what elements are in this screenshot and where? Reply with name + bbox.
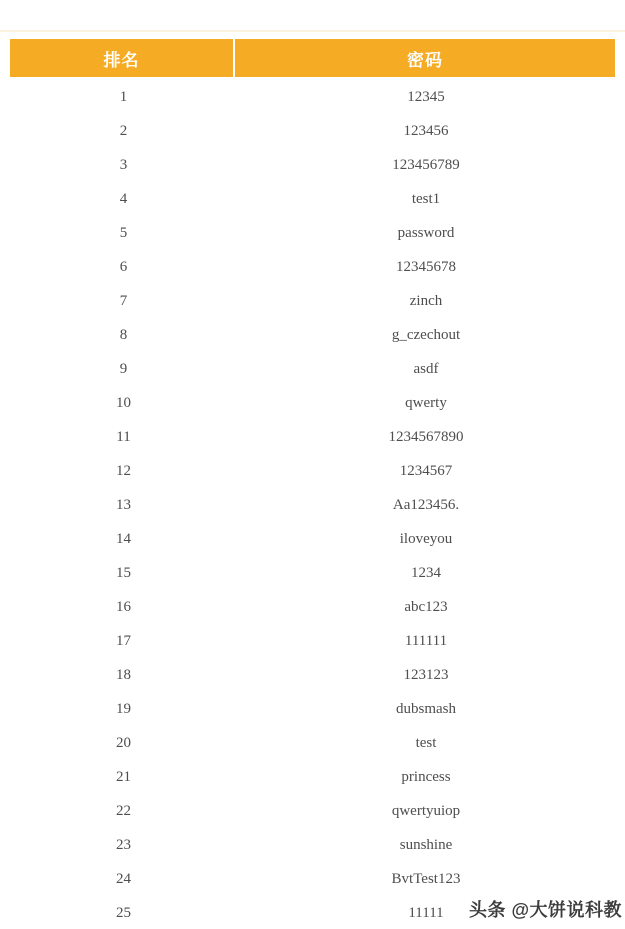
password-cell: 11111	[408, 904, 444, 921]
password-cell: dubsmash	[396, 700, 456, 717]
password-cell: Aa123456.	[392, 496, 460, 513]
rank-cell: 2	[119, 122, 128, 139]
table-row	[10, 284, 615, 318]
password-cell: g_czechout	[391, 326, 461, 343]
header-cell-password: 密码	[407, 50, 443, 70]
rank-cell: 14	[116, 530, 131, 547]
password-cell: sunshine	[399, 836, 453, 853]
table-row	[10, 148, 615, 182]
password-cell: 123456	[403, 122, 449, 139]
table-row	[10, 726, 615, 760]
rank-cell: 21	[116, 768, 131, 785]
password-cell: abc123	[404, 598, 448, 615]
password-table	[10, 39, 615, 929]
rank-cell: 3	[119, 156, 128, 173]
table-row	[10, 80, 615, 114]
rank-cell: 23	[116, 836, 131, 853]
rank-cell: 15	[116, 564, 131, 581]
rank-cell: 18	[116, 666, 131, 683]
password-cell: test1	[411, 190, 441, 207]
rank-cell: 11	[116, 428, 131, 445]
rank-cell: 17	[116, 632, 131, 649]
password-cell: 12345	[407, 88, 445, 105]
table-row	[10, 862, 615, 896]
password-cell: 111111	[404, 632, 448, 649]
table-body	[10, 77, 615, 929]
rank-cell: 6	[119, 258, 128, 275]
rank-cell: 20	[116, 734, 131, 751]
password-cell: 1234567890	[388, 428, 464, 445]
password-cell: 123123	[403, 666, 449, 683]
rank-cell: 24	[116, 870, 131, 887]
rank-cell: 12	[116, 462, 131, 479]
table-row	[10, 250, 615, 284]
password-cell: asdf	[413, 360, 439, 377]
rank-cell: 19	[116, 700, 131, 717]
password-cell: 12345678	[396, 258, 456, 275]
rank-cell: 4	[119, 190, 128, 207]
password-cell: 123456789	[392, 156, 460, 173]
table-header-row	[10, 39, 615, 77]
watermark-text: 头条 @大饼说科教	[468, 900, 622, 920]
password-cell: BvtTest123	[391, 870, 461, 887]
table-row	[10, 658, 615, 692]
table-row	[10, 454, 615, 488]
rank-cell: 9	[119, 360, 128, 377]
table-row	[10, 352, 615, 386]
watermark	[469, 896, 622, 922]
password-cell: password	[397, 224, 455, 241]
table-row	[10, 216, 615, 250]
table-row	[10, 386, 615, 420]
rank-cell: 5	[119, 224, 128, 241]
table-row	[10, 624, 615, 658]
password-cell: princess	[401, 768, 451, 785]
table-row	[10, 318, 615, 352]
rank-cell: 22	[116, 802, 131, 819]
table-row	[10, 114, 615, 148]
password-cell: 1234	[411, 564, 441, 581]
rank-cell: 13	[116, 496, 131, 513]
header-cell-rank: 排名	[10, 39, 235, 77]
table-row	[10, 556, 615, 590]
password-cell: iloveyou	[399, 530, 453, 547]
rank-cell: 10	[116, 394, 131, 411]
top-divider-line	[0, 30, 625, 32]
table-row	[10, 420, 615, 454]
table-row	[10, 794, 615, 828]
table-row	[10, 828, 615, 862]
rank-cell: 8	[119, 326, 128, 343]
table-row	[10, 182, 615, 216]
password-cell: test	[415, 734, 437, 751]
password-cell: 1234567	[399, 462, 453, 479]
table-row	[10, 522, 615, 556]
rank-cell: 25	[116, 904, 131, 921]
table-row	[10, 488, 615, 522]
rank-cell: 7	[119, 292, 128, 309]
table-row	[10, 590, 615, 624]
table-row	[10, 692, 615, 726]
rank-cell: 16	[116, 598, 131, 615]
table-row	[10, 760, 615, 794]
password-cell: qwerty	[405, 394, 447, 411]
password-cell: zinch	[409, 292, 443, 309]
rank-cell: 1	[119, 88, 128, 105]
password-cell: qwertyuiop	[391, 802, 461, 819]
